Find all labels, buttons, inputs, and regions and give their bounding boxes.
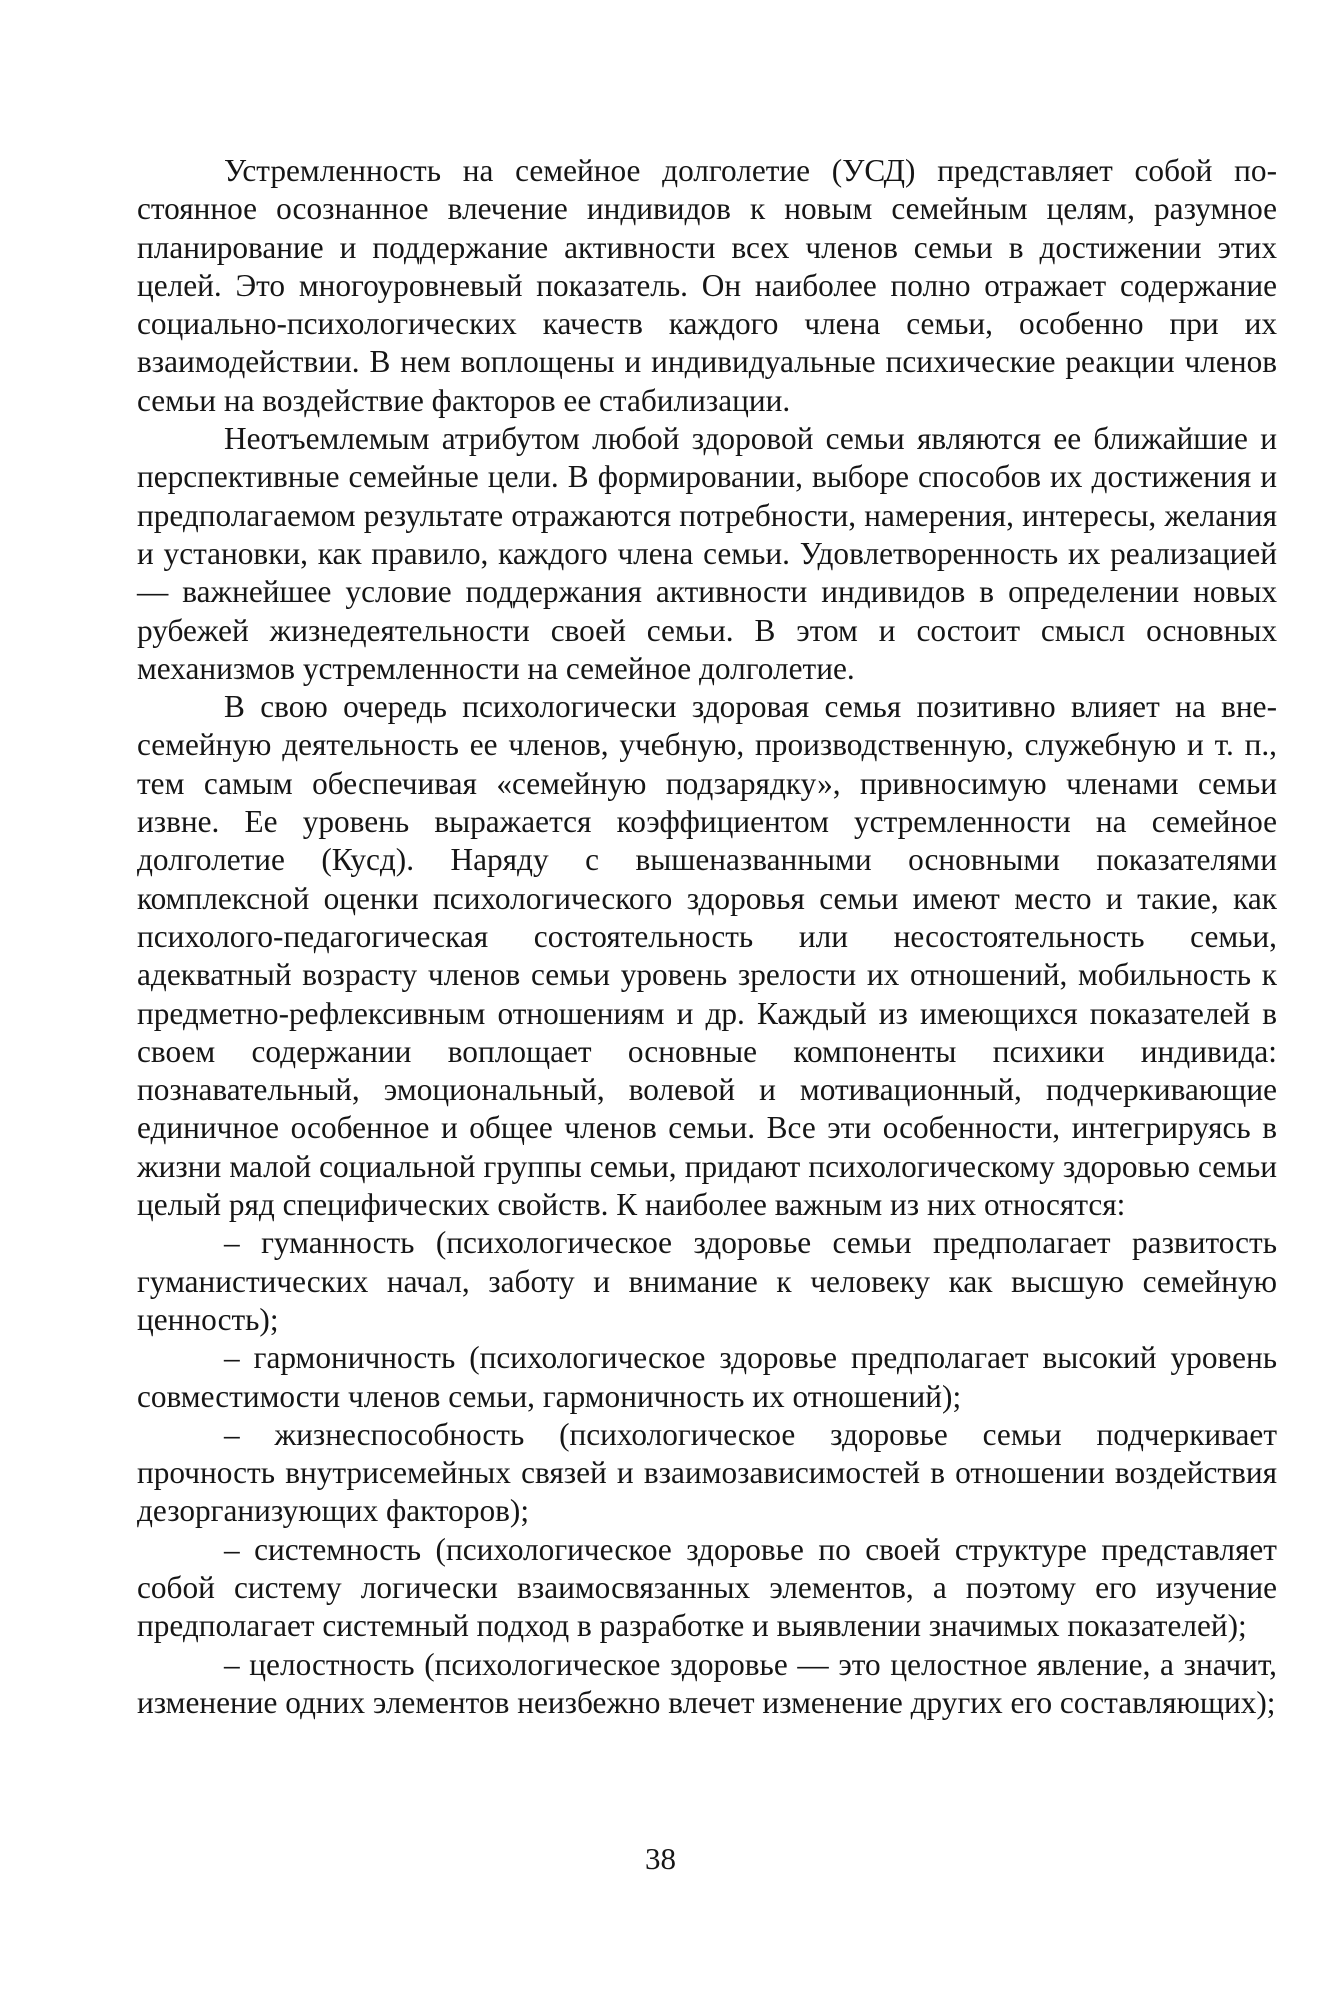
paragraph-family-goals: Неотъемлемым атрибутом любой здоровой семьи являются ее ближайшие и перспективные семейные цели. В формировании, выборе способов их достижения и предполагаемом результате отражаются потребности, намерения, интересы, желания и установки, как правило, каждого члена семьи. Удовлетворенность их реализацией — важнейшее условие поддержания активности индивидов в определении новых рубежей жизнедеятельности своей семьи. В этом и состоит смысл основных механизмов устремленности на семейное долголетие. — [137, 421, 1277, 686]
page-number: 38 — [645, 1841, 676, 1876]
page-body — [137, 152, 1277, 1722]
list-item-harmony: – гармоничность (психологическое здоровье предполагает высокий уровень совместимости членов семьи, гармоничность их отношений); — [137, 1340, 1277, 1414]
list-item-integrity: – целостность (психологическое здоровье — это целостное явление, а значит, изменение одних элементов неизбежно влечет изменение других его составляющих); — [137, 1646, 1277, 1720]
list-item-humanity: – гуманность (психологическое здоровье семьи предполагает развитость гуманистических начал, заботу и внимание к человеку как высшую семейную ценность); — [137, 1225, 1277, 1337]
paragraph-usd-definition: Устремленность на семейное долголетие (УСД) представляет собой постоянное осознанное влечение индивидов к новым семейным целям, разумное планирование и поддержание активности всех членов семьи в достижении этих целей. Это многоуровневый показатель. Он наиболее полно отражает содержание социально-психологических качеств каждого члена семьи, особенно при их взаимодействии. В нем воплощены и индивидуальные психические реакции членов семьи на воздействие факторов ее стабилизации. — [137, 153, 1277, 418]
list-item-systemicity: – системность (психологическое здоровье по своей структуре представляет собой систему логически взаимосвязанных элементов, а поэтому его изучение предполагает системный подход в разработке и выявлении значимых показателей); — [137, 1531, 1277, 1644]
paragraph-healthy-family-influence: В свою очередь психологически здоровая семья позитивно влияет на внесемейную деятельность ее членов, учебную, производственную, служебную и т. п., тем самым обеспечивая «семейную подзарядку», привносимую членами семьи извне. Ее уровень выражается коэффициентом устремленности на семейное долголетие (Кусд). Наряду с вышеназванными основными показателями комплексной оценки психологического здоровья семьи имеют место и такие, как психолого-педагогическая состоятельность или несостоятельность семьи, адекватный возрасту членов семьи уровень зрелости их отношений, мобильность к предметно-рефлексивным отношениям и др. Каждый из имеющихся показателей в своем содержании воплощает основные компоненты психики индивида: познавательный, эмоциональный, волевой и мотивационный, подчеркивающие единичное особенное и общее членов семьи. Все эти особенности, интегрируясь в жизни малой социальной группы семьи, придают психологическому здоровью семьи целый ряд специфических свойств. К наиболее важным из них относятся: — [137, 689, 1277, 1223]
list-item-viability: – жизнеспособность (психологическое здоровье семьи подчеркивает прочность внутрисемейных связей и взаимозависимостей в отношении воздействия дезорганизующих факторов); — [137, 1416, 1277, 1529]
